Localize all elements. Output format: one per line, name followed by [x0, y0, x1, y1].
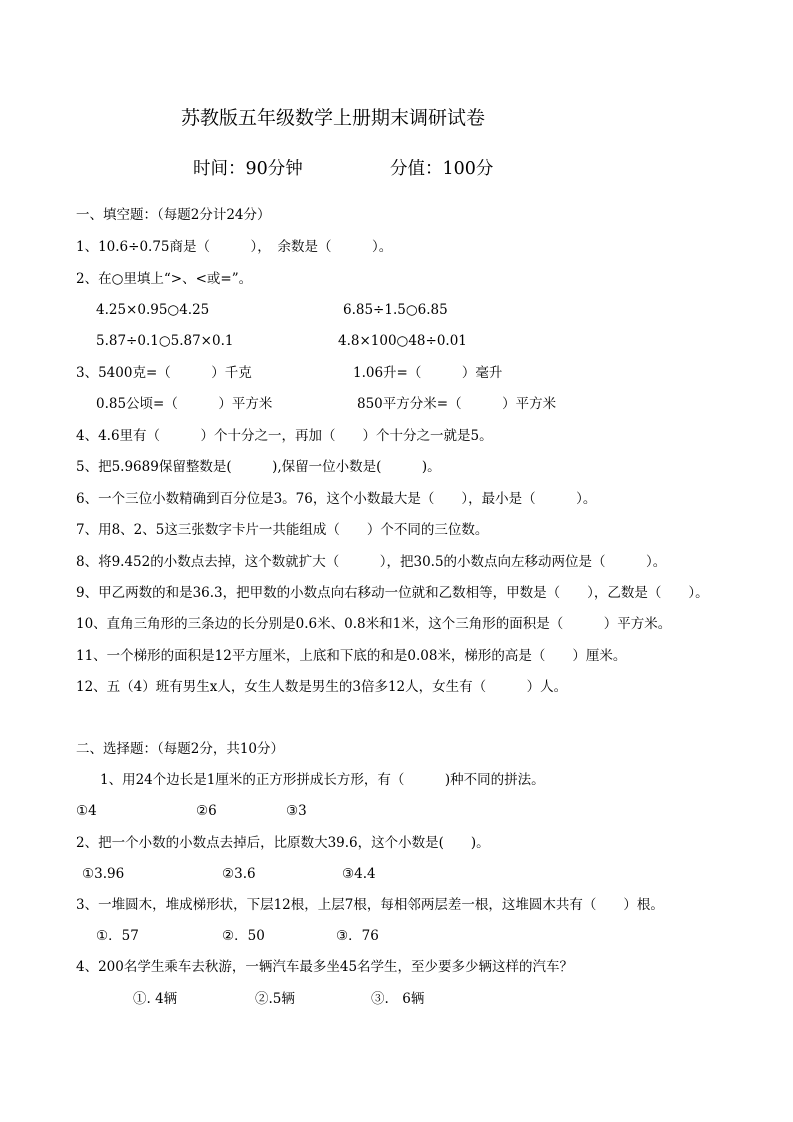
question-2-1: 1、用24个边长是1厘米的正方形拼成长方形，有（ )种不同的拼法。 — [100, 772, 545, 788]
question-1-3-c: 0.85公顷=（ ）平方米 — [96, 396, 273, 412]
question-2-1-option-2: ②6 — [196, 803, 217, 819]
question-1-8: 8、将9.452的小数点去掉，这个数就扩大（ ），把30.5的小数点向左移动两位是（ ）。 — [76, 554, 667, 570]
question-1-1: 1、10.6÷0.75商是（ ）， 余数是（ ）。 — [76, 239, 393, 255]
question-2-4-option-1: ①. 4辆 — [133, 991, 178, 1007]
question-1-3-b: 1.06升=（ ）毫升 — [353, 365, 503, 381]
score-label: 分值：100分 — [390, 159, 494, 179]
question-1-5: 5、把5.9689保留整数是( ),保留一位小数是( )。 — [76, 459, 441, 475]
question-2-4-option-2: ②.5辆 — [255, 991, 295, 1007]
question-2-1-option-3: ③3 — [286, 803, 307, 819]
question-2-2: 2、把一个小数的小数点去掉后，比原数大39.6，这个小数是( )。 — [76, 835, 490, 851]
question-1-11: 11、一个梯形的面积是12平方厘米，上底和下底的和是0.08米，梯形的高是（ ）厘米。 — [76, 648, 627, 664]
question-2-4-option-3: ③. 6辆 — [371, 991, 425, 1007]
question-2-1-option-1: ①4 — [76, 803, 97, 819]
question-1-7: 7、用8、2、5这三张数字卡片一共能组成（ ）个不同的三位数。 — [76, 522, 489, 538]
question-2-3-option-3: ③．76 — [336, 928, 379, 944]
exam-title: 苏教版五年级数学上册期末调研试卷 — [181, 107, 486, 129]
question-1-2-a: 4.25×0.95○4.25 — [96, 302, 210, 318]
time-label: 时间：90分钟 — [193, 159, 303, 179]
question-2-3-option-2: ②．50 — [222, 928, 265, 944]
question-1-2-b: 6.85÷1.5○6.85 — [343, 302, 448, 318]
question-2-3-option-1: ①．57 — [96, 928, 139, 944]
question-1-2: 2、在○里填上“>、<或=”。 — [76, 271, 253, 287]
question-1-10: 10、直角三角形的三条边的长分别是0.6米、0.8米和1米，这个三角形的面积是（ ）平方米。 — [76, 616, 672, 632]
question-1-4: 4、4.6里有（ ）个十分之一，再加（ ）个十分之一就是5。 — [76, 428, 493, 444]
question-2-2-option-2: ②3.6 — [222, 866, 256, 882]
question-1-3-d: 850平方分米=（ ）平方米 — [357, 396, 557, 412]
question-1-9: 9、甲乙两数的和是36.3，把甲数的小数点向右移动一位就和乙数相等，甲数是（ ），乙数是（ ）。 — [76, 585, 709, 601]
question-1-3-a: 3、5400克=（ ）千克 — [76, 365, 252, 381]
question-2-3: 3、一堆圆木，堆成梯形状，下层12根，上层7根，每相邻两层差一根，这堆圆木共有（ ）根。 — [76, 897, 664, 913]
section2-heading: 二、选择题：（每题2分，共10分） — [76, 741, 285, 757]
question-1-6: 6、一个三位小数精确到百分位是3。76，这个小数最大是（ ），最小是（ ）。 — [76, 491, 597, 507]
question-2-2-option-3: ③4.4 — [342, 866, 376, 882]
question-2-4: 4、200名学生乘车去秋游，一辆汽车最多坐45名学生，至少要多少辆这样的汽车？ — [76, 959, 574, 975]
question-1-12: 12、五（4）班有男生x人，女生人数是男生的3倍多12人，女生有（ ）人。 — [76, 679, 568, 695]
question-2-2-option-1: ①3.96 — [82, 866, 125, 882]
question-1-2-c: 5.87÷0.1○5.87×0.1 — [96, 333, 234, 349]
question-1-2-d: 4.8×100○48÷0.01 — [338, 333, 467, 349]
section1-heading: 一、填空题：（每题2分计24分） — [76, 207, 271, 223]
